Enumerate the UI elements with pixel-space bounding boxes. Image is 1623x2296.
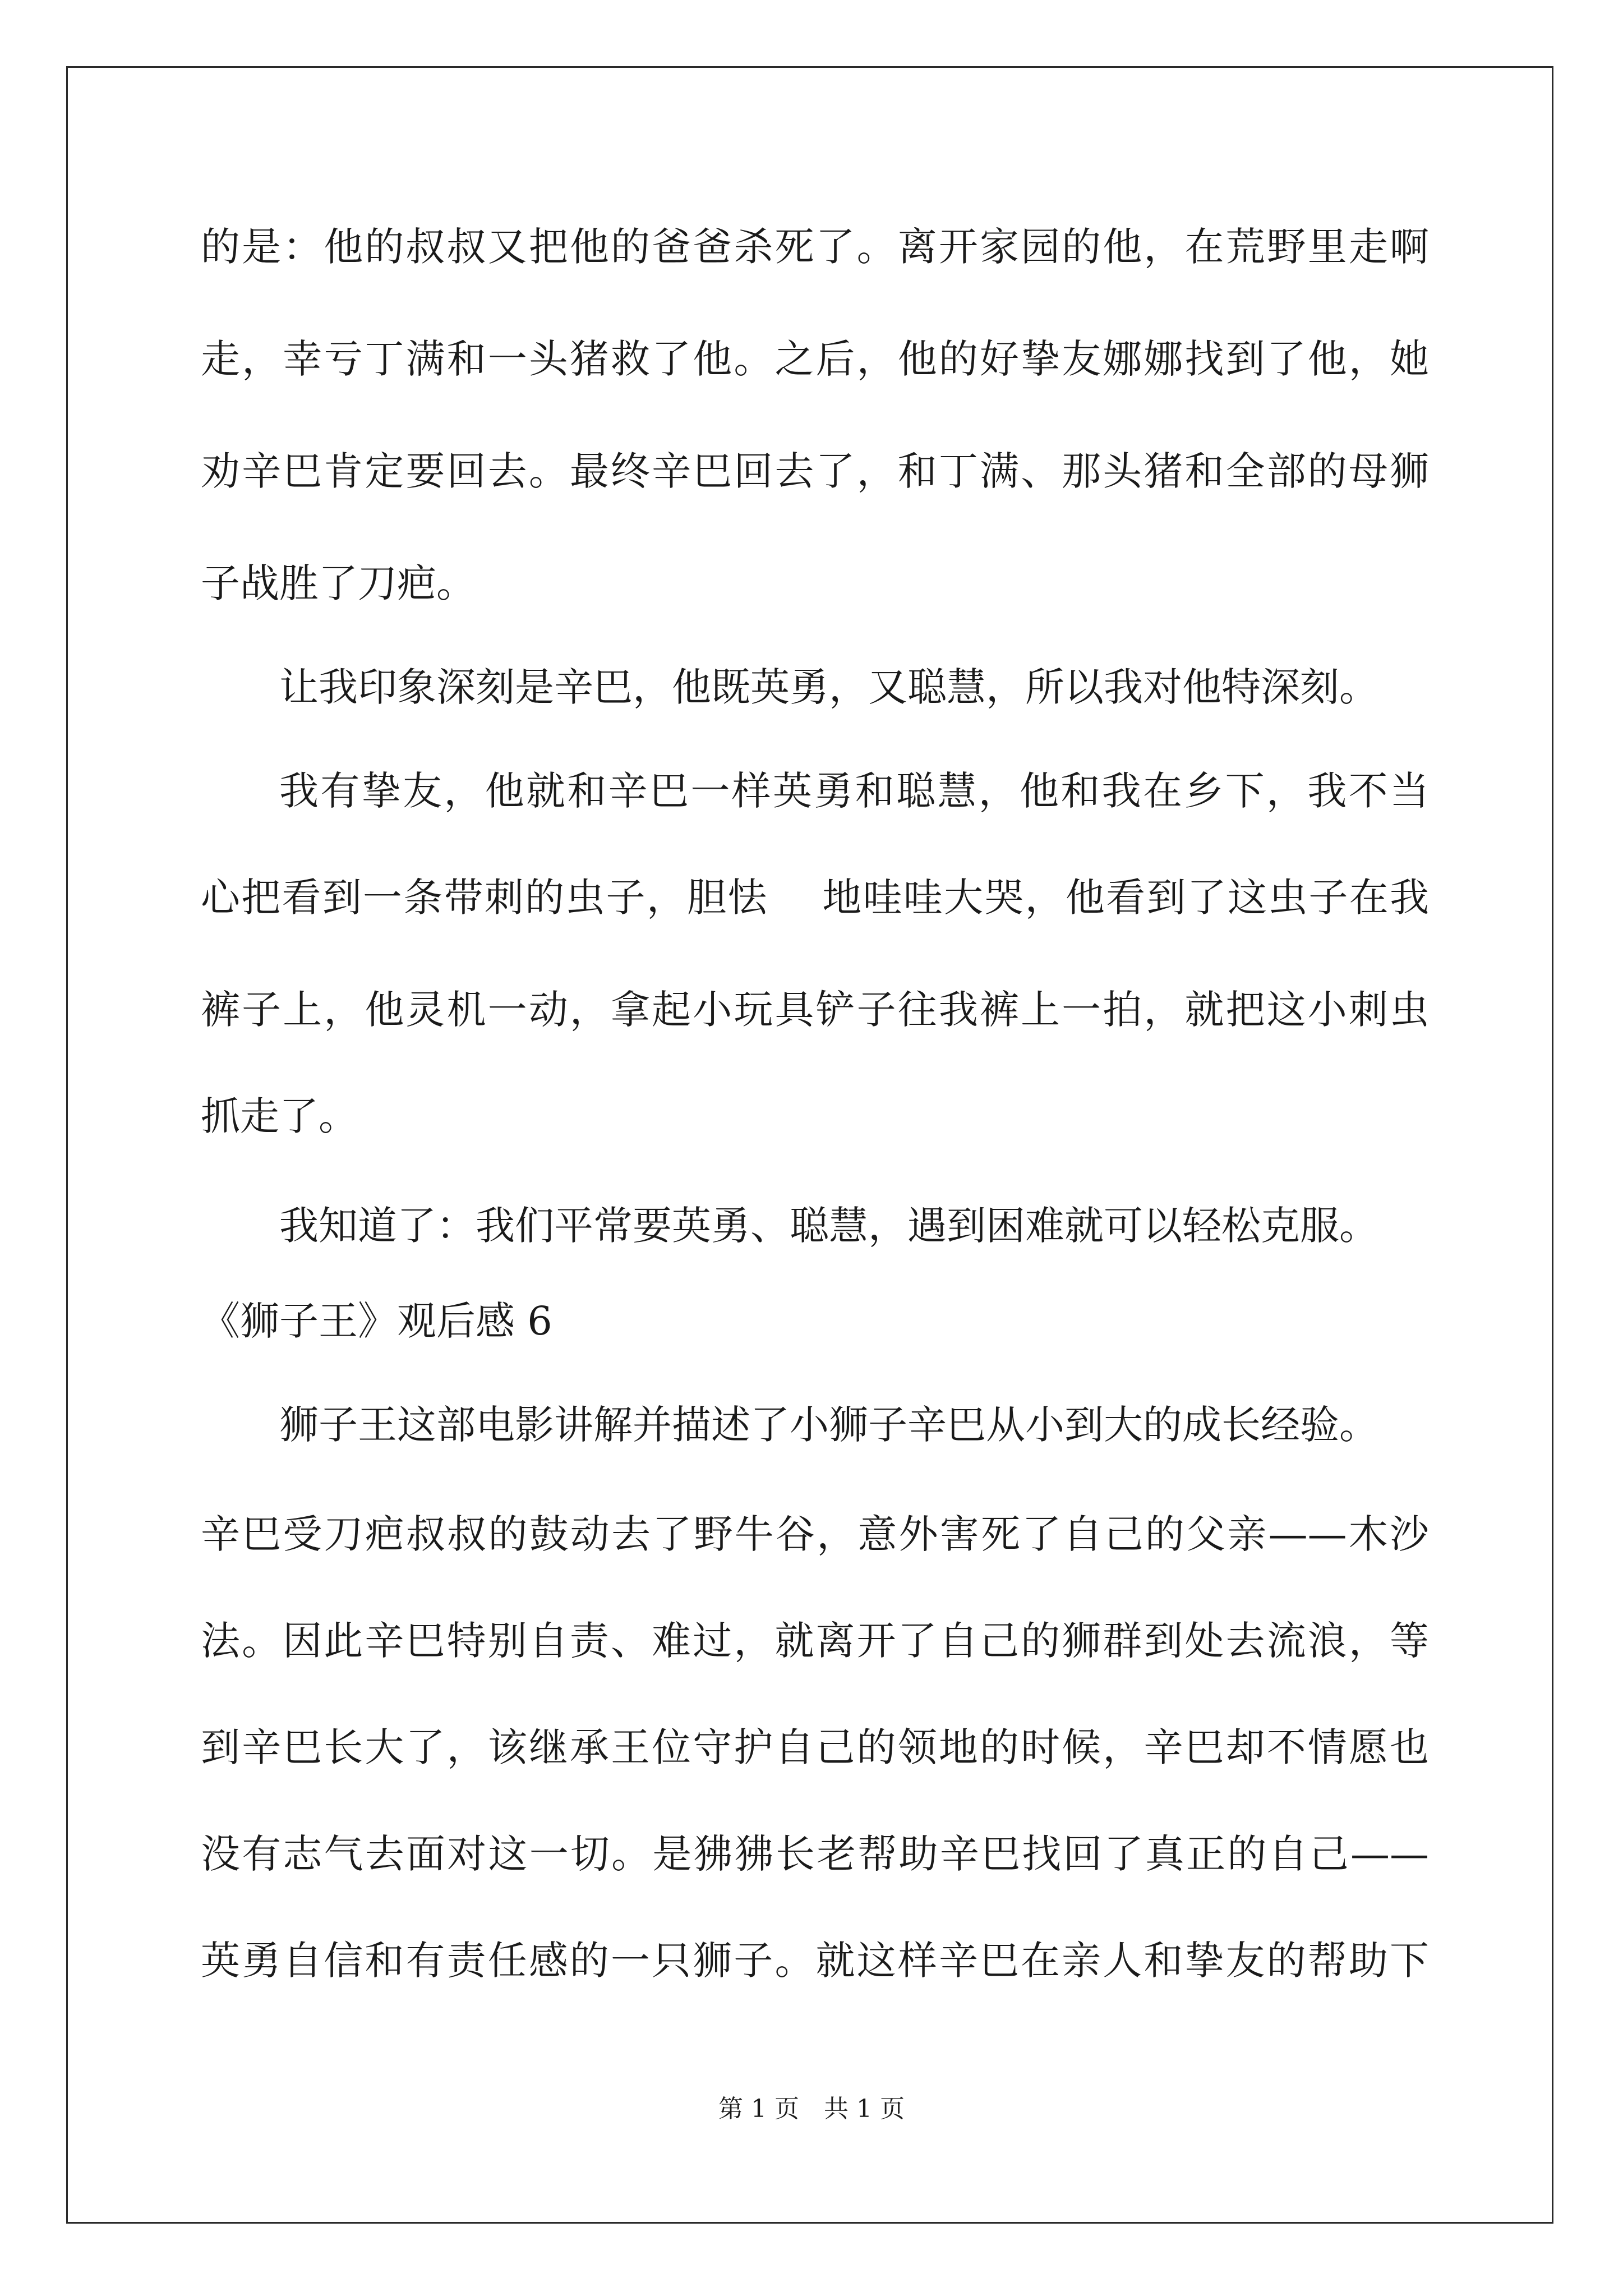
text-line: 抓走了。 [201, 1093, 358, 1139]
text-line: 到辛巴长大了，该继承王位守护自己的领地的时候，辛巴却不情愿也 [201, 1724, 1429, 1770]
text-line: 辛巴受刀疤叔叔的鼓动去了野牛谷，意外害死了自己的父亲——木沙 [201, 1511, 1429, 1557]
page-border [66, 66, 1553, 2224]
text-line: 的是：他的叔叔又把他的爸爸杀死了。离开家园的他，在荒野里走啊 [201, 224, 1429, 270]
text-line: 子战胜了刀疤。 [201, 560, 476, 606]
text-line: 法。因此辛巴特别自责、难过，就离开了自己的狮群到处去流浪，等 [201, 1618, 1429, 1664]
text-line: 没有志气去面对这一切。是狒狒长老帮助辛巴找回了真正的自己—— [201, 1831, 1429, 1877]
text-line: 让我印象深刻是辛巴，他既英勇，又聪慧，所以我对他特深刻。 [279, 664, 1378, 710]
text-line: 我知道了：我们平常要英勇、聪慧，遇到困难就可以轻松克服。 [279, 1203, 1378, 1249]
page-footer: 第 1 页 共 1 页 [718, 2095, 905, 2123]
section-heading: 《狮子王》观后感 6 [201, 1298, 552, 1344]
text-line: 英勇自信和有责任感的一只狮子。就这样辛巴在亲人和挚友的帮助下 [201, 1938, 1429, 1984]
text-line: 走，幸亏丁满和一头猪救了他。之后，他的好挚友娜娜找到了他，她 [201, 336, 1429, 382]
text-line: 劝辛巴肯定要回去。最终辛巴回去了，和丁满、那头猪和全部的母狮 [201, 448, 1429, 494]
text-line: 裤子上，他灵机一动，拿起小玩具铲子往我裤上一拍，就把这小刺虫 [201, 987, 1429, 1033]
text-line: 狮子王这部电影讲解并描述了小狮子辛巴从小到大的成长经验。 [279, 1402, 1378, 1448]
text-line: 心把看到一条带刺的虫子，胆怯 地哇哇大哭，他看到了这虫子在我 [201, 875, 1429, 921]
text-line: 我有挚友，他就和辛巴一样英勇和聪慧，他和我在乡下，我不当 [279, 768, 1429, 814]
